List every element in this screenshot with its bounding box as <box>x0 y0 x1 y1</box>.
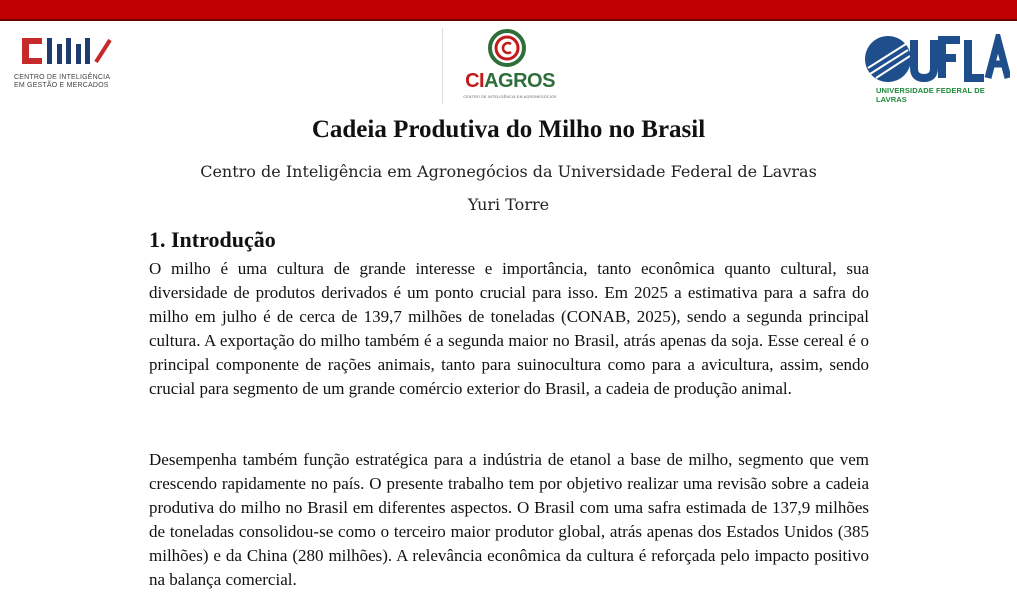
document-title: Cadeia Produtiva do Milho no Brasil <box>311 116 706 143</box>
ciagros-logo <box>450 26 570 104</box>
ciagros-suffix: AGROS <box>484 70 555 92</box>
ufla-logo-icon <box>862 34 1010 84</box>
ufla-logo <box>862 34 1010 104</box>
ciagros-wordmark <box>460 70 560 93</box>
intro-paragraph-2: Desempenha também função estratégica para a indústria de etanol a base de milho, segmento que vem crescendo rapidamente no país. O presente trabalho tem por objetivo realizar uma revisão sobre a cadeia produtiva do milho no Brasil em diferentes aspectos. O Brasil com uma safra estimada de 137,9 milhões de toneladas consolidou-se como o terceiro maior produtor global, atrás apenas dos Estados Unidos (385 milhões) e da China (280 milhões). A relevância econômica da cultura é reforçada pelo impacto positivo na balança comercial. <box>149 450 869 589</box>
ufla-logo-caption: UNIVERSIDADE FEDERAL DE LAVRAS <box>876 86 985 104</box>
ciagros-prefix: CI <box>465 70 485 92</box>
cim-logo-caption <box>14 74 134 90</box>
document-author: Yuri Torre <box>467 195 550 214</box>
logo-divider <box>442 28 443 104</box>
section-heading: 1. Introdução <box>149 227 276 252</box>
cim-logo-icon <box>20 36 116 66</box>
ciagros-ring-icon <box>487 28 527 68</box>
header-top-bar <box>0 0 1017 21</box>
cim-caption-line2: EM GESTÃO E MERCADOS <box>14 82 109 89</box>
cim-logo <box>14 36 124 92</box>
intro-paragraph-1: O milho é uma cultura de grande interesse e importância, tanto econômica quanto cultural, sua diversidade de produtos derivados é um ponto crucial para isso. Em 2025 a estimativa para a safra do milho em julho é de cerca de 139,7 milhões de toneladas (CONAB, 2025), sendo a segunda principal cultura. A exportação do milho também é a segunda maior no Brasil, atrás apenas da soja. Esse cereal é o principal componente de rações animais, tanto para suinocultura como para a avicultura, assim, sendo crucial para segmento de um grande comércio exterior do Brasil, a cadeia de produção animal. <box>149 259 869 398</box>
cim-caption-line1: CENTRO DE INTELIGÊNCIA <box>14 74 111 81</box>
document-institution: Centro de Inteligência em Agronegócios da Universidade Federal de Lavras <box>200 162 817 181</box>
ciagros-tagline: CENTRO DE INTELIGÊNCIA EM AGRONEGÓCIOS <box>463 95 557 99</box>
